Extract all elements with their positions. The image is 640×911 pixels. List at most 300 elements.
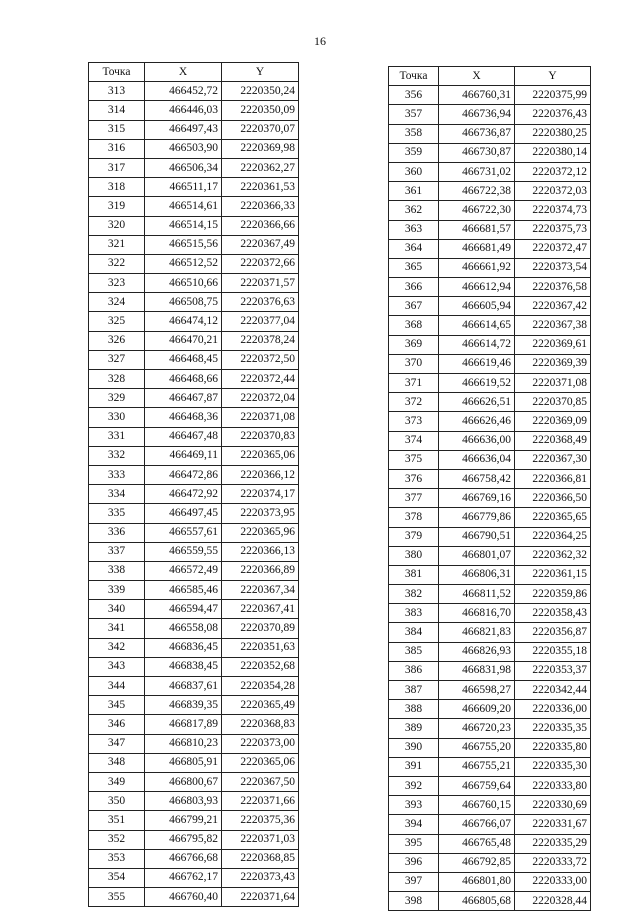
y-coordinate-cell: 2220380,25 — [515, 124, 591, 143]
x-coordinate-cell: 466468,36 — [145, 408, 222, 427]
table-row — [389, 105, 591, 124]
x-coordinate-cell: 466805,68 — [439, 892, 515, 911]
point-number-cell: 387 — [389, 681, 439, 700]
point-number-cell: 351 — [89, 811, 145, 830]
point-number-cell: 344 — [89, 677, 145, 696]
y-coordinate-cell: 2220378,24 — [222, 331, 299, 350]
table-row — [389, 546, 591, 565]
table-row — [389, 239, 591, 258]
point-number-cell: 370 — [389, 354, 439, 373]
table-row — [89, 542, 299, 561]
table-row — [89, 254, 299, 273]
point-number-cell: 320 — [89, 216, 145, 235]
table-row — [89, 715, 299, 734]
point-number-cell: 376 — [389, 469, 439, 488]
table-row — [389, 585, 591, 604]
table-row — [389, 508, 591, 527]
point-number-cell: 394 — [389, 815, 439, 834]
table-row — [89, 101, 299, 120]
point-number-cell: 392 — [389, 776, 439, 795]
x-coordinate-cell: 466762,17 — [145, 868, 222, 887]
table-row — [89, 830, 299, 849]
point-number-cell: 347 — [89, 734, 145, 753]
table-row — [89, 523, 299, 542]
y-coordinate-cell: 2220333,72 — [515, 853, 591, 872]
x-coordinate-cell: 466626,51 — [439, 393, 515, 412]
point-number-cell: 398 — [389, 892, 439, 911]
y-coordinate-cell: 2220366,50 — [515, 489, 591, 508]
coordinates-table-right — [388, 66, 591, 911]
x-coordinate-cell: 466510,66 — [145, 274, 222, 293]
x-coordinate-cell: 466467,87 — [145, 389, 222, 408]
x-coordinate-cell: 466514,61 — [145, 197, 222, 216]
y-coordinate-cell: 2220375,99 — [515, 86, 591, 105]
x-coordinate-cell: 466636,00 — [439, 431, 515, 450]
table-row — [389, 565, 591, 584]
table-row — [389, 700, 591, 719]
table-row — [89, 849, 299, 868]
table-row — [389, 681, 591, 700]
y-coordinate-cell: 2220355,18 — [515, 642, 591, 661]
y-coordinate-cell: 2220369,98 — [222, 139, 299, 158]
y-coordinate-cell: 2220373,00 — [222, 734, 299, 753]
y-coordinate-cell: 2220373,54 — [515, 258, 591, 277]
point-number-cell: 368 — [389, 316, 439, 335]
x-coordinate-cell: 466795,82 — [145, 830, 222, 849]
point-number-cell: 325 — [89, 312, 145, 331]
point-number-cell: 330 — [89, 408, 145, 427]
table-row — [89, 485, 299, 504]
table-row — [89, 446, 299, 465]
table-row — [89, 331, 299, 350]
point-number-cell: 319 — [89, 197, 145, 216]
x-coordinate-cell: 466839,35 — [145, 696, 222, 715]
point-number-cell: 328 — [89, 370, 145, 389]
point-number-cell: 360 — [389, 162, 439, 181]
x-coordinate-cell: 466446,03 — [145, 101, 222, 120]
y-coordinate-cell: 2220367,42 — [515, 297, 591, 316]
point-number-cell: 379 — [389, 527, 439, 546]
point-number-cell: 389 — [389, 719, 439, 738]
point-number-cell: 350 — [89, 792, 145, 811]
x-coordinate-cell: 466559,55 — [145, 542, 222, 561]
header-y: Y — [222, 63, 299, 82]
y-coordinate-cell: 2220367,38 — [515, 316, 591, 335]
y-coordinate-cell: 2220372,04 — [222, 389, 299, 408]
coordinates-table-left — [88, 62, 299, 907]
x-coordinate-cell: 466514,15 — [145, 216, 222, 235]
x-coordinate-cell: 466681,57 — [439, 220, 515, 239]
point-number-cell: 343 — [89, 657, 145, 676]
table-row — [389, 412, 591, 431]
table-row — [89, 197, 299, 216]
x-coordinate-cell: 466626,46 — [439, 412, 515, 431]
point-number-cell: 314 — [89, 101, 145, 120]
point-number-cell: 357 — [389, 105, 439, 124]
x-coordinate-cell: 466636,04 — [439, 450, 515, 469]
y-coordinate-cell: 2220333,00 — [515, 872, 591, 891]
x-coordinate-cell: 466836,45 — [145, 638, 222, 657]
y-coordinate-cell: 2220368,85 — [222, 849, 299, 868]
table-row — [389, 124, 591, 143]
x-coordinate-cell: 466779,86 — [439, 508, 515, 527]
x-coordinate-cell: 466755,21 — [439, 757, 515, 776]
x-coordinate-cell: 466790,51 — [439, 527, 515, 546]
point-number-cell: 397 — [389, 872, 439, 891]
y-coordinate-cell: 2220376,58 — [515, 278, 591, 297]
x-coordinate-cell: 466801,07 — [439, 546, 515, 565]
y-coordinate-cell: 2220373,95 — [222, 504, 299, 523]
table-row — [389, 604, 591, 623]
table-row — [389, 834, 591, 853]
table-row — [389, 853, 591, 872]
x-coordinate-cell: 466806,31 — [439, 565, 515, 584]
table-row — [389, 354, 591, 373]
point-number-cell: 393 — [389, 796, 439, 815]
table-row — [89, 158, 299, 177]
x-coordinate-cell: 466515,56 — [145, 235, 222, 254]
table-row — [89, 216, 299, 235]
point-number-cell: 313 — [89, 82, 145, 101]
x-coordinate-cell: 466467,48 — [145, 427, 222, 446]
table-row — [89, 139, 299, 158]
table-row — [389, 258, 591, 277]
x-coordinate-cell: 466503,90 — [145, 139, 222, 158]
y-coordinate-cell: 2220371,08 — [222, 408, 299, 427]
header-row — [389, 67, 591, 86]
left-table-body — [89, 82, 299, 907]
y-coordinate-cell: 2220362,32 — [515, 546, 591, 565]
point-number-cell: 321 — [89, 235, 145, 254]
y-coordinate-cell: 2220371,66 — [222, 792, 299, 811]
x-coordinate-cell: 466511,17 — [145, 178, 222, 197]
table-row — [89, 868, 299, 887]
table-row — [89, 753, 299, 772]
point-number-cell: 366 — [389, 278, 439, 297]
y-coordinate-cell: 2220366,81 — [515, 469, 591, 488]
table-row — [389, 450, 591, 469]
x-coordinate-cell: 466811,52 — [439, 585, 515, 604]
table-row — [89, 581, 299, 600]
y-coordinate-cell: 2220367,50 — [222, 772, 299, 791]
point-number-cell: 335 — [89, 504, 145, 523]
table-row — [389, 623, 591, 642]
table-row — [89, 312, 299, 331]
y-coordinate-cell: 2220374,73 — [515, 201, 591, 220]
y-coordinate-cell: 2220367,30 — [515, 450, 591, 469]
point-number-cell: 349 — [89, 772, 145, 791]
y-coordinate-cell: 2220361,15 — [515, 565, 591, 584]
table-row — [89, 178, 299, 197]
x-coordinate-cell: 466468,66 — [145, 370, 222, 389]
x-coordinate-cell: 466792,85 — [439, 853, 515, 872]
point-number-cell: 322 — [89, 254, 145, 273]
y-coordinate-cell: 2220373,43 — [222, 868, 299, 887]
y-coordinate-cell: 2220370,83 — [222, 427, 299, 446]
y-coordinate-cell: 2220328,44 — [515, 892, 591, 911]
table-row — [389, 469, 591, 488]
x-coordinate-cell: 466497,43 — [145, 120, 222, 139]
table-row — [389, 143, 591, 162]
x-coordinate-cell: 466826,93 — [439, 642, 515, 661]
x-coordinate-cell: 466760,40 — [145, 888, 222, 907]
x-coordinate-cell: 466765,48 — [439, 834, 515, 853]
x-coordinate-cell: 466558,08 — [145, 619, 222, 638]
point-number-cell: 371 — [389, 374, 439, 393]
y-coordinate-cell: 2220365,06 — [222, 446, 299, 465]
point-number-cell: 331 — [89, 427, 145, 446]
y-coordinate-cell: 2220372,47 — [515, 239, 591, 258]
point-number-cell: 332 — [89, 446, 145, 465]
table-row — [89, 677, 299, 696]
x-coordinate-cell: 466512,52 — [145, 254, 222, 273]
y-coordinate-cell: 2220336,00 — [515, 700, 591, 719]
y-coordinate-cell: 2220374,17 — [222, 485, 299, 504]
point-number-cell: 359 — [389, 143, 439, 162]
point-number-cell: 355 — [89, 888, 145, 907]
y-coordinate-cell: 2220370,07 — [222, 120, 299, 139]
table-row — [389, 393, 591, 412]
x-coordinate-cell: 466722,30 — [439, 201, 515, 220]
point-number-cell: 340 — [89, 600, 145, 619]
point-number-cell: 341 — [89, 619, 145, 638]
table-row — [89, 350, 299, 369]
x-coordinate-cell: 466805,91 — [145, 753, 222, 772]
y-coordinate-cell: 2220335,35 — [515, 719, 591, 738]
y-coordinate-cell: 2220350,09 — [222, 101, 299, 120]
y-coordinate-cell: 2220366,66 — [222, 216, 299, 235]
table-row — [89, 274, 299, 293]
point-number-cell: 365 — [389, 258, 439, 277]
y-coordinate-cell: 2220330,69 — [515, 796, 591, 815]
x-coordinate-cell: 466736,94 — [439, 105, 515, 124]
table-row — [389, 201, 591, 220]
table-row — [89, 638, 299, 657]
y-coordinate-cell: 2220376,43 — [515, 105, 591, 124]
table-row — [389, 278, 591, 297]
table-row — [389, 431, 591, 450]
point-number-cell: 391 — [389, 757, 439, 776]
y-coordinate-cell: 2220370,89 — [222, 619, 299, 638]
x-coordinate-cell: 466681,49 — [439, 239, 515, 258]
table-row — [89, 772, 299, 791]
point-number-cell: 377 — [389, 489, 439, 508]
table-row — [89, 619, 299, 638]
point-number-cell: 318 — [89, 178, 145, 197]
x-coordinate-cell: 466572,49 — [145, 561, 222, 580]
point-number-cell: 381 — [389, 565, 439, 584]
x-coordinate-cell: 466722,38 — [439, 182, 515, 201]
x-coordinate-cell: 466766,07 — [439, 815, 515, 834]
x-coordinate-cell: 466799,21 — [145, 811, 222, 830]
table-row — [89, 792, 299, 811]
point-number-cell: 358 — [389, 124, 439, 143]
y-coordinate-cell: 2220371,57 — [222, 274, 299, 293]
y-coordinate-cell: 2220369,09 — [515, 412, 591, 431]
page-number: 16 — [314, 34, 326, 48]
table-row — [89, 370, 299, 389]
y-coordinate-cell: 2220362,27 — [222, 158, 299, 177]
point-number-cell: 336 — [89, 523, 145, 542]
table-row — [389, 642, 591, 661]
table-row — [389, 162, 591, 181]
header-y: Y — [515, 67, 591, 86]
x-coordinate-cell: 466612,94 — [439, 278, 515, 297]
table-row — [89, 408, 299, 427]
x-coordinate-cell: 466474,12 — [145, 312, 222, 331]
x-coordinate-cell: 466759,64 — [439, 776, 515, 795]
point-number-cell: 346 — [89, 715, 145, 734]
y-coordinate-cell: 2220367,34 — [222, 581, 299, 600]
point-number-cell: 338 — [89, 561, 145, 580]
y-coordinate-cell: 2220358,43 — [515, 604, 591, 623]
x-coordinate-cell: 466469,11 — [145, 446, 222, 465]
x-coordinate-cell: 466594,47 — [145, 600, 222, 619]
y-coordinate-cell: 2220331,67 — [515, 815, 591, 834]
point-number-cell: 316 — [89, 139, 145, 158]
y-coordinate-cell: 2220365,96 — [222, 523, 299, 542]
table-row — [389, 489, 591, 508]
table-row — [89, 427, 299, 446]
x-coordinate-cell: 466619,46 — [439, 354, 515, 373]
y-coordinate-cell: 2220361,53 — [222, 178, 299, 197]
table-row — [389, 872, 591, 891]
point-number-cell: 317 — [89, 158, 145, 177]
right-table-body — [389, 86, 591, 911]
y-coordinate-cell: 2220352,68 — [222, 657, 299, 676]
table-row — [389, 815, 591, 834]
y-coordinate-cell: 2220375,36 — [222, 811, 299, 830]
point-number-cell: 348 — [89, 753, 145, 772]
point-number-cell: 327 — [89, 350, 145, 369]
point-number-cell: 383 — [389, 604, 439, 623]
y-coordinate-cell: 2220366,33 — [222, 197, 299, 216]
y-coordinate-cell: 2220333,80 — [515, 776, 591, 795]
x-coordinate-cell: 466619,52 — [439, 374, 515, 393]
x-coordinate-cell: 466609,20 — [439, 700, 515, 719]
point-number-cell: 386 — [389, 661, 439, 680]
point-number-cell: 395 — [389, 834, 439, 853]
header-point: Точка — [389, 67, 439, 86]
point-number-cell: 367 — [389, 297, 439, 316]
point-number-cell: 353 — [89, 849, 145, 868]
x-coordinate-cell: 466468,45 — [145, 350, 222, 369]
x-coordinate-cell: 466605,94 — [439, 297, 515, 316]
x-coordinate-cell: 466730,87 — [439, 143, 515, 162]
x-coordinate-cell: 466760,31 — [439, 86, 515, 105]
point-number-cell: 388 — [389, 700, 439, 719]
y-coordinate-cell: 2220377,04 — [222, 312, 299, 331]
x-coordinate-cell: 466766,68 — [145, 849, 222, 868]
y-coordinate-cell: 2220375,73 — [515, 220, 591, 239]
y-coordinate-cell: 2220371,03 — [222, 830, 299, 849]
point-number-cell: 378 — [389, 508, 439, 527]
y-coordinate-cell: 2220350,24 — [222, 82, 299, 101]
point-number-cell: 329 — [89, 389, 145, 408]
point-number-cell: 342 — [89, 638, 145, 657]
table-row — [89, 235, 299, 254]
x-coordinate-cell: 466720,23 — [439, 719, 515, 738]
x-coordinate-cell: 466585,46 — [145, 581, 222, 600]
table-row — [389, 220, 591, 239]
table-row — [89, 734, 299, 753]
y-coordinate-cell: 2220366,13 — [222, 542, 299, 561]
x-coordinate-cell: 466614,65 — [439, 316, 515, 335]
table-row — [389, 527, 591, 546]
point-number-cell: 352 — [89, 830, 145, 849]
x-coordinate-cell: 466452,72 — [145, 82, 222, 101]
point-number-cell: 315 — [89, 120, 145, 139]
y-coordinate-cell: 2220372,66 — [222, 254, 299, 273]
table-row — [89, 696, 299, 715]
x-coordinate-cell: 466736,87 — [439, 124, 515, 143]
point-number-cell: 363 — [389, 220, 439, 239]
table-row — [389, 776, 591, 795]
y-coordinate-cell: 2220368,83 — [222, 715, 299, 734]
table-row — [89, 293, 299, 312]
y-coordinate-cell: 2220369,61 — [515, 335, 591, 354]
table-row — [89, 657, 299, 676]
table-row — [389, 757, 591, 776]
point-number-cell: 354 — [89, 868, 145, 887]
table-row — [89, 504, 299, 523]
table-row — [389, 892, 591, 911]
y-coordinate-cell: 2220372,44 — [222, 370, 299, 389]
table-row — [389, 719, 591, 738]
table-row — [89, 600, 299, 619]
point-number-cell: 326 — [89, 331, 145, 350]
x-coordinate-cell: 466803,93 — [145, 792, 222, 811]
point-number-cell: 374 — [389, 431, 439, 450]
table-row — [89, 389, 299, 408]
point-number-cell: 396 — [389, 853, 439, 872]
point-number-cell: 339 — [89, 581, 145, 600]
x-coordinate-cell: 466801,80 — [439, 872, 515, 891]
table-row — [389, 661, 591, 680]
y-coordinate-cell: 2220371,08 — [515, 374, 591, 393]
header-point: Точка — [89, 63, 145, 82]
x-coordinate-cell: 466508,75 — [145, 293, 222, 312]
header-row — [89, 63, 299, 82]
point-number-cell: 373 — [389, 412, 439, 431]
table-row — [389, 297, 591, 316]
point-number-cell: 375 — [389, 450, 439, 469]
x-coordinate-cell: 466470,21 — [145, 331, 222, 350]
point-number-cell: 364 — [389, 239, 439, 258]
table-row — [389, 374, 591, 393]
table-row — [389, 796, 591, 815]
y-coordinate-cell: 2220372,50 — [222, 350, 299, 369]
x-coordinate-cell: 466838,45 — [145, 657, 222, 676]
point-number-cell: 369 — [389, 335, 439, 354]
point-number-cell: 334 — [89, 485, 145, 504]
x-coordinate-cell: 466816,70 — [439, 604, 515, 623]
table-row — [89, 888, 299, 907]
x-coordinate-cell: 466755,20 — [439, 738, 515, 757]
x-coordinate-cell: 466831,98 — [439, 661, 515, 680]
table-row — [389, 316, 591, 335]
x-coordinate-cell: 466661,92 — [439, 258, 515, 277]
x-coordinate-cell: 466758,42 — [439, 469, 515, 488]
point-number-cell: 382 — [389, 585, 439, 604]
y-coordinate-cell: 2220380,14 — [515, 143, 591, 162]
y-coordinate-cell: 2220368,49 — [515, 431, 591, 450]
point-number-cell: 362 — [389, 201, 439, 220]
x-coordinate-cell: 466821,83 — [439, 623, 515, 642]
x-coordinate-cell: 466769,16 — [439, 489, 515, 508]
table-row — [389, 335, 591, 354]
point-number-cell: 361 — [389, 182, 439, 201]
